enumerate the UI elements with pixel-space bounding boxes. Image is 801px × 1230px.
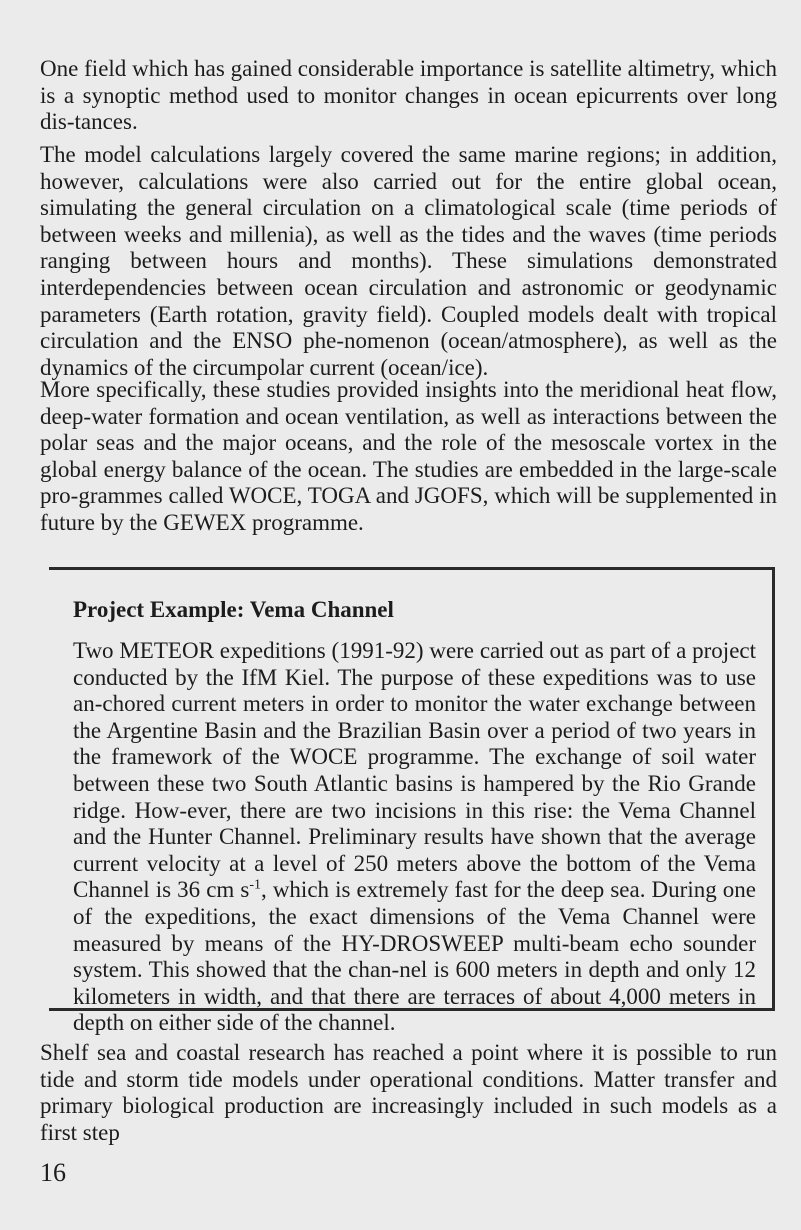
paragraph-studies-insights: More specifically, these studies provided insights into the meridional heat flow, deep-water formation and ocean ventilation, as well as interactions between the polar seas and the major oceans, and the role of the mesoscale vortex in the global energy balance of the ocean. The studies are embedded in the large-scale pro-grammes called WOCE, TOGA and JGOFS, which will be supplemented in future by the GEWEX programme. (40, 377, 777, 535)
paragraph-shelf-sea-research: Shelf sea and coastal research has reached a point where it is possible to run tide and storm tide models under operational conditions. Matter transfer and primary biological production are increasingly included in such models as a first step (40, 1040, 777, 1145)
unit-exponent: -1 (249, 877, 261, 893)
paragraph-model-calculations: The model calculations largely covered the same marine regions; in addition, however, calculations were also carried out for the entire global ocean, simulating the general circulation on a climatological scale (time periods of between weeks and millenia), as well as the tides and the waves (time periods ranging between hours and months). These simulations demonstrated interdependencies between ocean circulation and astronomic or geodynamic parameters (Earth rotation, gravity field). Coupled models dealt with tropical circulation and the ENSO phe-nomenon (ocean/atmosphere), as well as the dynamics of the circumpolar current (ocean/ice). (40, 142, 777, 380)
project-example-box (49, 567, 775, 1036)
page-number: 16 (40, 1158, 66, 1187)
paragraph-satellite-altimetry: One field which has gained considerable importance is satellite altimetry, which is a synoptic method used to monitor changes in ocean epicurrents over long dis-tances. (40, 56, 777, 135)
project-example-title: Project Example: Vema Channel (73, 597, 394, 622)
project-example-text-part2: , which is extremely fast for the deep sea. During one of the expeditions, the exact dimensions of the Vema Channel were measured by means of the HY-DROSWEEP multi-beam echo sounder system. This showed that the chan-nel is 600 meters in depth and only 12 kilometers in width, and that there are terraces of about 4,000 meters in depth on either side of the channel. (73, 877, 756, 1036)
project-example-text-part1: Two METEOR expeditions (1991-92) were carried out as part of a project conducted by the IfM Kiel. The purpose of these expeditions was to use an-chored current meters in order to monitor the water exchange between the Argentine Basin and the Brazilian Basin over a period of two years in the framework of the WOCE programme. The exchange of soil water between these two South Atlantic basins is hampered by the Rio Grande ridge. How-ever, there are two incisions in this rise: the Vema Channel and the Hunter Channel. Preliminary results have shown that the average current velocity at a level of 250 meters above the bottom of the Vema Channel is 36 cm s (73, 638, 756, 903)
project-example-text (73, 638, 756, 1037)
